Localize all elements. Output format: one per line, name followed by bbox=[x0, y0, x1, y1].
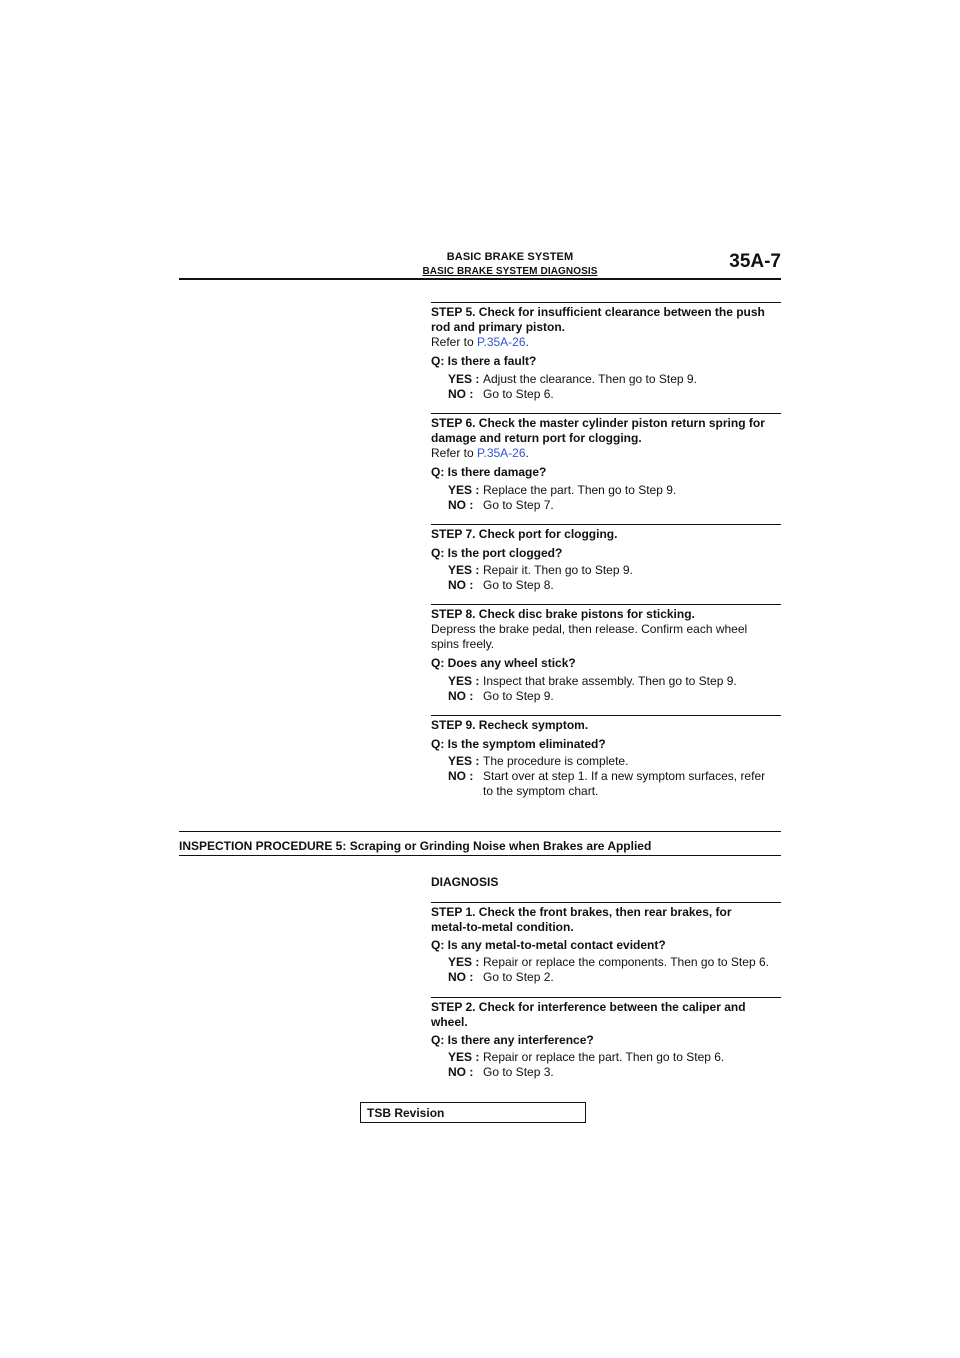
step-divider bbox=[431, 902, 781, 903]
step-8: STEP 8. Check disc brake pistons for sticking. Depress the brake pedal, then release. Confirm each wheel spins freely. Q: Does any wheel stick? YES : Inspect that brake assembly. Then go to Step 9. NO : Go to Step 9. bbox=[431, 604, 781, 704]
step-instructions: Depress the brake pedal, then release. Confirm each wheel spins freely. bbox=[431, 622, 748, 651]
question: Q: Is there any interference? bbox=[431, 1033, 594, 1047]
question: Q: Is there a fault? bbox=[431, 354, 537, 368]
step-divider bbox=[431, 413, 781, 414]
question: Q: Is there damage? bbox=[431, 465, 547, 479]
question: Q: Is any metal-to-metal contact evident? bbox=[431, 938, 666, 952]
step-divider bbox=[431, 715, 781, 716]
question: Q: Is the symptom eliminated? bbox=[431, 737, 606, 751]
tsb-revision-label: TSB Revision bbox=[367, 1106, 445, 1120]
section-title: BASIC BRAKE SYSTEM bbox=[446, 251, 574, 263]
step-5: STEP 5. Check for insufficient clearance between the push rod and primary piston. Refer to P.35A-26. Q: Is there a fault? YES : Adjust the clearance. Then go to Step 9. NO : Go to Step 6. bbox=[431, 302, 781, 402]
section-subtitle: BASIC BRAKE SYSTEM DIAGNOSIS bbox=[422, 266, 598, 277]
step-divider bbox=[431, 524, 781, 525]
step-title: STEP 6. Check the master cylinder piston return spring for damage and return port for clogging. bbox=[431, 416, 765, 445]
step-title: STEP 1. Check the front brakes, then rear brakes, for metal-to-metal condition. bbox=[431, 905, 732, 934]
step-title: STEP 2. Check for interference between the caliper and wheel. bbox=[431, 1000, 746, 1029]
step-9: STEP 9. Recheck symptom. Q: Is the symptom eliminated? YES : The procedure is complete. NO : Start over at step 1. If a new symptom surfaces, refer to the symptom chart. bbox=[431, 715, 781, 805]
step-title: STEP 9. Recheck symptom. bbox=[431, 718, 589, 732]
step-title: STEP 5. Check for insufficient clearance between the push rod and primary piston. bbox=[431, 305, 765, 334]
header-divider bbox=[179, 278, 781, 280]
step-7: STEP 7. Check port for clogging. Q: Is the port clogged? YES : Repair it. Then go to Step 9. NO : Go to Step 8. bbox=[431, 524, 781, 594]
reference-link[interactable]: P.35A-26 bbox=[477, 446, 526, 460]
step-divider bbox=[431, 997, 781, 998]
reference-link[interactable]: P.35A-26 bbox=[477, 335, 526, 349]
reference: Refer to P.35A-26. bbox=[431, 446, 529, 460]
step-6: STEP 6. Check the master cylinder piston return spring for damage and return port for clogging. Refer to P.35A-26. Q: Is there damage? YES : Replace the part. Then go to Step 9. NO : Go to Step 7. bbox=[431, 413, 781, 513]
inspection-procedure-title: INSPECTION PROCEDURE 5: Scraping or Grinding Noise when Brakes are Applied bbox=[179, 839, 652, 853]
step-divider bbox=[431, 604, 781, 605]
step-divider bbox=[431, 302, 781, 303]
step-1: STEP 1. Check the front brakes, then rear brakes, for metal-to-metal condition. Q: Is any metal-to-metal contact evident? YES : Repair or replace the components. Then go to Step 6. NO : Go to Step 2. bbox=[431, 902, 781, 987]
question: Q: Does any wheel stick? bbox=[431, 656, 576, 670]
reference: Refer to P.35A-26. bbox=[431, 335, 529, 349]
diagnosis-heading: DIAGNOSIS bbox=[431, 875, 499, 889]
tsb-revision-box bbox=[360, 1102, 586, 1123]
procedure-divider-bottom bbox=[179, 855, 781, 856]
procedure-divider-top bbox=[179, 831, 781, 832]
step-title: STEP 7. Check port for clogging. bbox=[431, 527, 618, 541]
step-title: STEP 8. Check disc brake pistons for sticking. bbox=[431, 607, 695, 621]
question: Q: Is the port clogged? bbox=[431, 546, 563, 560]
step-2: STEP 2. Check for interference between the caliper and wheel. Q: Is there any interference? YES : Repair or replace the part. Then go to Step 6. NO : Go to Step 3. bbox=[431, 997, 781, 1082]
page-number: 35A-7 bbox=[729, 251, 781, 272]
